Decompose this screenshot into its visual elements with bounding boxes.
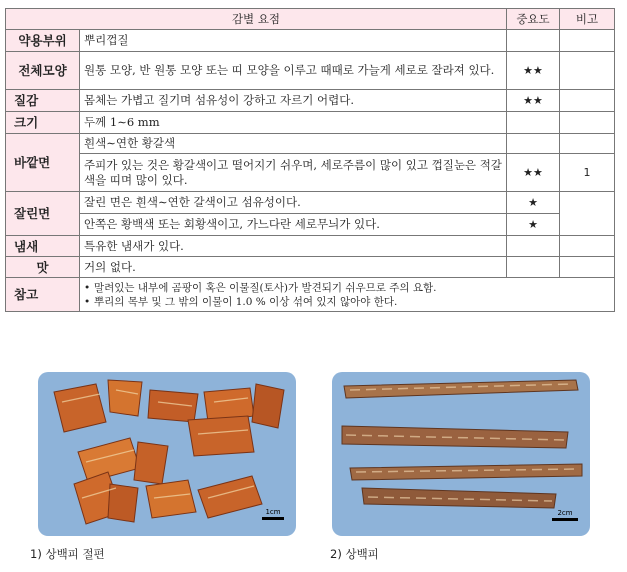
label-cut: 잘린면: [6, 192, 80, 236]
label-size: 크기: [6, 112, 80, 134]
text-part: 뿌리껍질: [80, 30, 507, 52]
photo-root-bark: [332, 372, 590, 536]
text-shape: 원통 모양, 반 원통 모양 또는 띠 모양을 이루고 때때로 가늘게 세로로 잘라져 있다.: [80, 52, 507, 90]
remarks-texture: [560, 90, 615, 112]
text-taste: 거의 없다.: [80, 257, 507, 278]
header-main: 감별 요점: [6, 9, 507, 30]
row-smell: [6, 236, 615, 257]
importance-cut-1: ★: [507, 192, 560, 214]
remarks-taste: [560, 257, 615, 278]
row-texture: [6, 90, 615, 112]
text-texture: 몸체는 가볍고 질기며 섬유성이 강하고 자르기 어렵다.: [80, 90, 507, 112]
header-importance: 중요도: [507, 9, 560, 30]
label-reference: 참고: [6, 278, 80, 312]
remarks-outer: 1: [560, 154, 615, 192]
importance-size: [507, 112, 560, 134]
label-shape: 전체모양: [6, 52, 80, 90]
remarks-smell: [560, 236, 615, 257]
importance-cut-2: ★: [507, 214, 560, 236]
row-taste: [6, 257, 615, 278]
importance-taste: [507, 257, 560, 278]
importance-outer: ★★: [507, 154, 560, 192]
label-smell: 냄새: [6, 236, 80, 257]
reference-item-2: • 뿌리의 목부 및 그 밖의 이물이 1.0 % 이상 섞여 있지 않아야 한다.: [94, 295, 610, 309]
text-cut-1: 잘린 면은 흰색∼연한 갈색이고 섬유성이다.: [80, 192, 507, 214]
text-outer-2: 주피가 있는 것은 황갈색이고 떨어지기 쉬우며, 세로주름이 많이 있고 껍질눈은 적갈색을 띠며 많이 있다.: [80, 154, 507, 192]
scale-label-1: 1cm: [265, 508, 281, 516]
importance-shape: ★★: [507, 52, 560, 90]
row-outer-2: [6, 154, 615, 192]
remarks-size: [560, 112, 615, 134]
importance-texture: ★★: [507, 90, 560, 112]
label-taste: 맛: [6, 257, 80, 278]
text-outer-1: 흰색∼연한 황갈색: [80, 134, 507, 154]
row-size: [6, 112, 615, 134]
label-outer: 바깥면: [6, 134, 80, 192]
row-outer-1: [6, 134, 615, 154]
scale-label-2: 2cm: [557, 509, 573, 517]
remarks-part: [560, 30, 615, 52]
reference-notes: [80, 278, 615, 312]
row-cut-2: [6, 214, 615, 236]
reference-item-1: • 말려있는 내부에 곰팡이 혹은 이물질(토사)가 발견되기 쉬우므로 주의 요함.: [94, 281, 610, 295]
caption-photo-1: 1) 상백피 절편: [30, 547, 105, 561]
text-smell: 특유한 냄새가 있다.: [80, 236, 507, 257]
label-part: 약용부위: [6, 30, 80, 52]
row-shape: [6, 52, 615, 90]
row-cut-1: [6, 192, 615, 214]
importance-smell: [507, 236, 560, 257]
label-texture: 질감: [6, 90, 80, 112]
row-part: [6, 30, 615, 52]
caption-photo-2: 2) 상백피: [330, 547, 379, 561]
identification-table: [5, 8, 615, 312]
text-cut-2: 안쪽은 황백색 또는 회황색이고, 가느다란 세로무늬가 있다.: [80, 214, 507, 236]
remarks-shape: [560, 52, 615, 90]
importance-part: [507, 30, 560, 52]
row-reference: [6, 278, 615, 312]
photo-cut-pieces: [38, 372, 296, 536]
header-remarks: 비고: [560, 9, 615, 30]
text-size: 두께 1∼6 mm: [80, 112, 507, 134]
